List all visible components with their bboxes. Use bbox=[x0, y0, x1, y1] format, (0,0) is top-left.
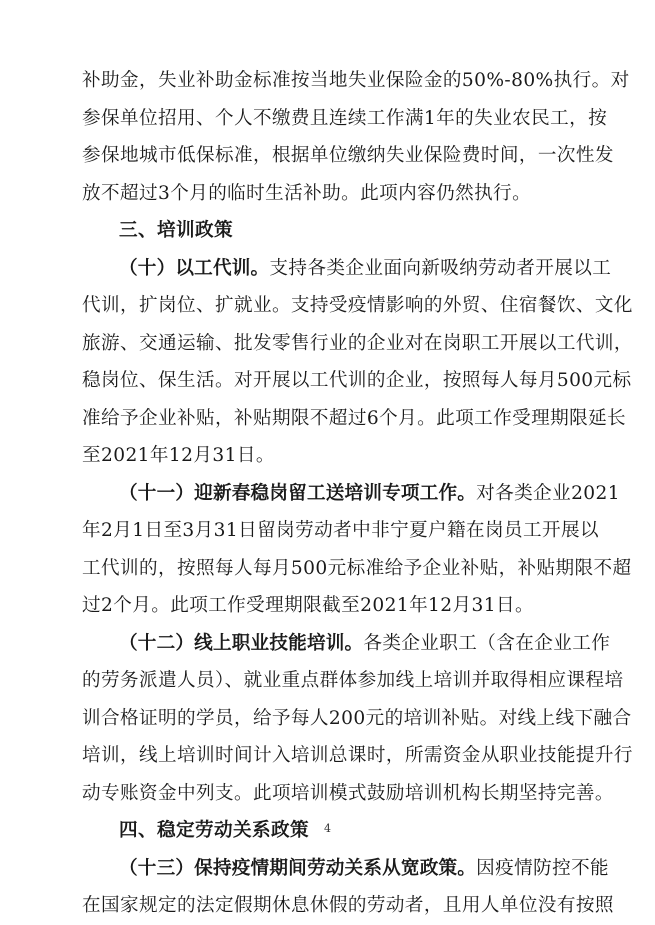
page-number: 4 bbox=[324, 822, 331, 835]
text-line: 准给予企业补贴，补贴期限不超过6个月。此项工作受理期限延长 bbox=[82, 407, 627, 429]
text-line: 参保地城市低保标准，根据单位缴纳失业保险费时间，一次性发 bbox=[82, 145, 614, 166]
item-title: （十二）线上职业技能培训。 bbox=[119, 632, 364, 654]
text-line: 补助金，失业补助金标准按当地失业保险金的50%-80%执行。对 bbox=[82, 70, 630, 91]
text-line: 至2021年12月31日。 bbox=[82, 445, 275, 466]
text-line: 训合格证明的学员，给予每人200元的培训补贴。对线上线下融合 bbox=[82, 707, 632, 729]
section-heading: 四、稳定劳动关系政策 bbox=[119, 820, 309, 841]
text-line bbox=[82, 850, 610, 888]
text-line bbox=[82, 250, 612, 288]
item-title: （十）以工代训。 bbox=[119, 257, 270, 279]
text-span: 对各类企业2021 bbox=[476, 482, 620, 504]
item-title: （十三）保持疫情期间劳动关系从宽政策。 bbox=[119, 857, 477, 879]
text-span: 因疫情防控不能 bbox=[476, 857, 610, 879]
text-span: 支持各类企业面向新吸纳劳动者开展以工 bbox=[269, 257, 612, 279]
text-line: 在国家规定的法定假期休息休假的劳动者，且用人单位没有按照 bbox=[82, 895, 614, 916]
document-body bbox=[82, 62, 633, 925]
text-line: 培训，线上培训时间计入培训总课时，所需资金从职业技能提升行 bbox=[82, 745, 633, 766]
text-line: 代训，扩岗位、扩就业。支持受疫情影响的外贸、住宿餐饮、文化 bbox=[82, 295, 633, 316]
text-line: 参保单位招用、个人不缴费且连续工作满1年的失业农民工，按 bbox=[82, 107, 608, 129]
text-line bbox=[82, 625, 611, 663]
text-line: 的劳务派遣人员）、就业重点群体参加线上培训并取得相应课程培 bbox=[82, 670, 624, 691]
text-line bbox=[82, 475, 620, 513]
text-line: 过2个月。此项工作受理期限截至2021年12月31日。 bbox=[82, 595, 534, 616]
text-line: 动专账资金中列支。此项培训模式鼓励培训机构长期坚持完善。 bbox=[82, 782, 614, 804]
text-line: 旅游、交通运输、批发零售行业的企业对在岗职工开展以工代训， bbox=[82, 332, 633, 354]
text-line: 年2月1日至3月31日留岗劳动者中非宁夏户籍在岗员工开展以 bbox=[82, 520, 600, 541]
text-line: 工代训的，按照每人每月500元标准给予企业补贴，补贴期限不超 bbox=[82, 557, 632, 579]
text-line: 稳岗位、保生活。对开展以工代训的企业，按照每人每月500元标 bbox=[82, 370, 632, 391]
text-span: 各类企业职工（含在企业工作 bbox=[363, 632, 611, 654]
section-heading: 三、培训政策 bbox=[119, 220, 233, 241]
text-line: 放不超过3个月的临时生活补助。此项内容仍然执行。 bbox=[82, 182, 532, 204]
item-title: （十一）迎新春稳岗留工送培训专项工作。 bbox=[119, 482, 477, 504]
